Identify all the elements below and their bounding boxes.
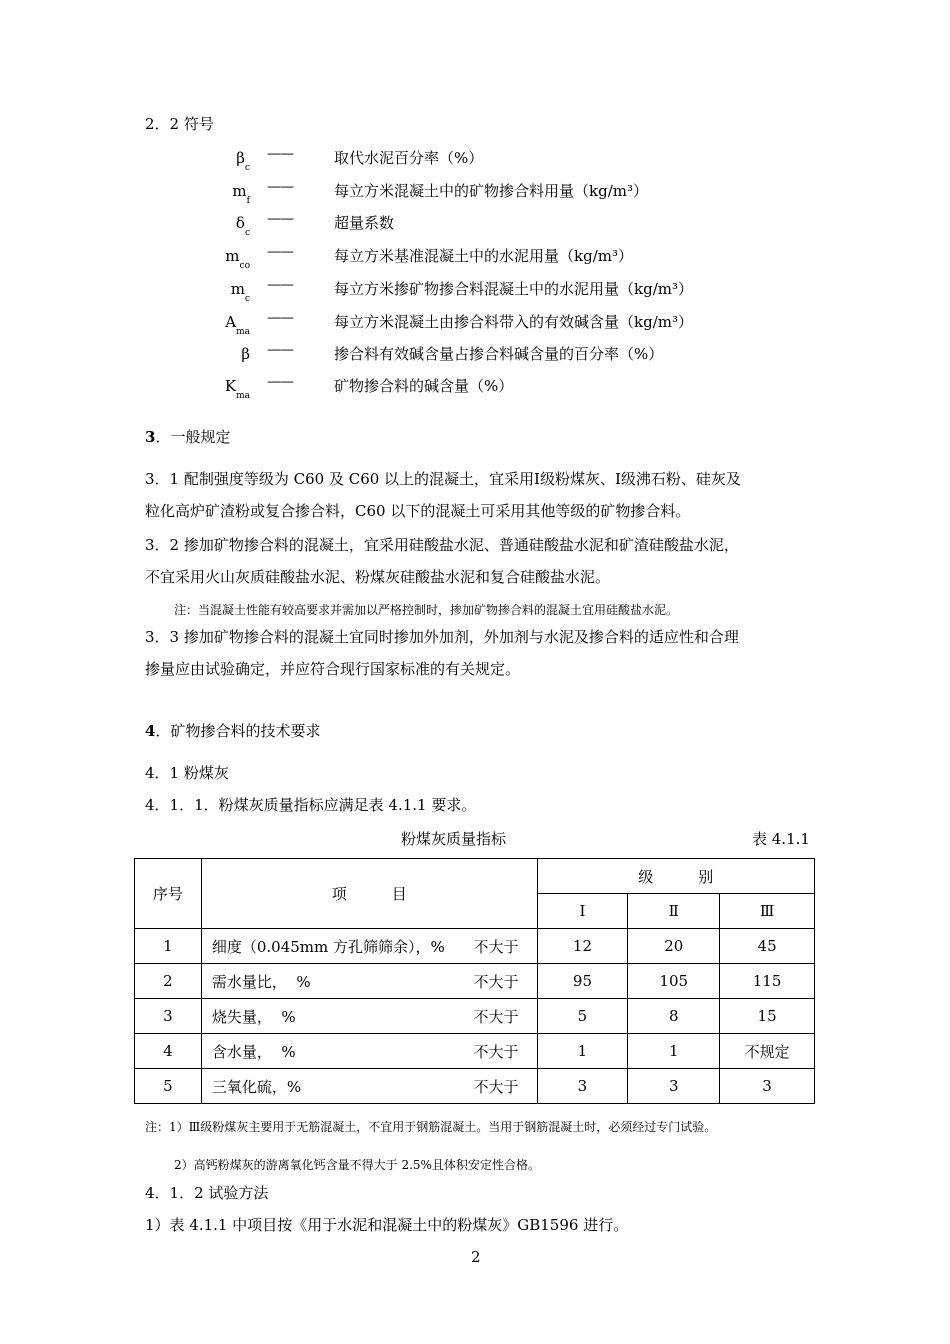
section-3-number: 3 bbox=[145, 428, 156, 446]
cell-item bbox=[201, 964, 537, 999]
cell-grade-value: 3 bbox=[720, 1069, 815, 1104]
table-row bbox=[135, 964, 815, 999]
header-grade-3: Ⅲ bbox=[720, 894, 815, 929]
symbol-dash: —— bbox=[267, 310, 293, 326]
section-2-2-heading: 2．2 符号 bbox=[145, 115, 214, 133]
cell-item bbox=[201, 929, 537, 964]
symbol-description: 每立方米混凝土中的矿物掺合料用量（kg/m³） bbox=[334, 182, 648, 200]
section-4-1-1-text: 4．1．1．粉煤灰质量指标应满足表 4.1.1 要求。 bbox=[145, 796, 477, 814]
symbol-subscript: c bbox=[244, 163, 250, 173]
symbol-subscript: f bbox=[246, 196, 250, 206]
table-note-2: 2）高钙粉煤灰的游离氧化钙含量不得大于 2.5%且体积安定性合格。 bbox=[174, 1158, 540, 1172]
symbol-term bbox=[140, 312, 250, 342]
symbol-dash: —— bbox=[267, 342, 293, 358]
cell-item bbox=[201, 999, 537, 1034]
symbol-subscript: c bbox=[244, 228, 250, 238]
section-4-1-2-heading: 4．1．2 试验方法 bbox=[145, 1184, 269, 1202]
table-row bbox=[135, 1034, 815, 1069]
cell-grade-value: 1 bbox=[628, 1034, 720, 1069]
header-grade-2: Ⅱ bbox=[628, 894, 720, 929]
table-caption: 粉煤灰质量指标 bbox=[401, 830, 507, 848]
symbol-subscript: ma bbox=[236, 391, 250, 401]
para-3-3-line-1: 3．3 掺加矿物掺合料的混凝土宜同时掺加外加剂，外加剂与水泥及掺合料的适应性和合理 bbox=[145, 628, 739, 646]
cell-item bbox=[201, 1069, 537, 1104]
symbol-letter: β bbox=[236, 149, 245, 167]
cell-item-name: 细度（0.045mm 方孔筛筛余），% bbox=[211, 937, 445, 956]
symbol-description: 每立方米基准混凝土中的水泥用量（kg/m³） bbox=[334, 247, 633, 265]
cell-limit: 不大于 bbox=[473, 1077, 519, 1096]
section-4-number: 4 bbox=[145, 722, 156, 740]
cell-limit: 不大于 bbox=[473, 937, 519, 956]
symbol-dash: —— bbox=[267, 211, 293, 227]
cell-item-name: 需水量比， % bbox=[211, 972, 311, 991]
cell-item-name: 含水量， % bbox=[211, 1042, 296, 1061]
cell-grade-value: 20 bbox=[628, 929, 720, 964]
symbol-description: 每立方米掺矿物掺合料混凝土中的水泥用量（kg/m³） bbox=[334, 280, 693, 298]
symbol-term bbox=[140, 148, 250, 178]
cell-grade-value: 15 bbox=[720, 999, 815, 1034]
cell-grade-value: 105 bbox=[628, 964, 720, 999]
symbol-letter: m bbox=[232, 182, 247, 200]
page-number: 2 bbox=[471, 1248, 481, 1266]
symbol-letter: m bbox=[225, 247, 240, 265]
table-row bbox=[135, 929, 815, 964]
cell-grade-value: 5 bbox=[537, 999, 628, 1034]
symbol-subscript: co bbox=[239, 261, 250, 271]
symbol-description: 超量系数 bbox=[334, 214, 395, 232]
para-3-2-line-2: 不宜采用火山灰质硅酸盐水泥、粉煤灰硅酸盐水泥和复合硅酸盐水泥。 bbox=[145, 568, 611, 586]
symbol-letter: m bbox=[230, 280, 245, 298]
symbol-term bbox=[140, 376, 250, 406]
cell-grade-value: 95 bbox=[537, 964, 628, 999]
symbol-dash: —— bbox=[267, 277, 293, 293]
symbol-term bbox=[140, 246, 250, 276]
table-row bbox=[135, 1069, 815, 1104]
symbol-description: 每立方米混凝土由掺合料带入的有效碱含量（kg/m³） bbox=[334, 313, 693, 331]
header-serial-no: 序号 bbox=[135, 859, 202, 929]
cell-serial-no: 1 bbox=[135, 929, 202, 964]
para-3-1-line-2: 粒化高炉矿渣粉或复合掺合料，C60 以下的混凝土可采用其他等级的矿物掺合料。 bbox=[145, 502, 691, 520]
cell-item-name: 烧失量， % bbox=[211, 1007, 296, 1026]
symbol-letter: β bbox=[241, 345, 250, 363]
header-grade: 级 别 bbox=[537, 859, 814, 894]
symbol-description: 掺合料有效碱含量占掺合料碱含量的百分率（%） bbox=[334, 345, 664, 363]
cell-serial-no: 5 bbox=[135, 1069, 202, 1104]
cell-limit: 不大于 bbox=[473, 972, 519, 991]
table-row bbox=[135, 999, 815, 1034]
symbol-dash: —— bbox=[267, 374, 293, 390]
symbol-letter: δ bbox=[235, 214, 245, 232]
symbol-term bbox=[140, 213, 250, 243]
symbol-dash: —— bbox=[267, 146, 293, 162]
cell-serial-no: 4 bbox=[135, 1034, 202, 1069]
table-number: 表 4.1.1 bbox=[752, 830, 810, 848]
symbol-letter: K bbox=[224, 377, 237, 395]
symbol-description: 矿物掺合料的碱含量（%） bbox=[334, 377, 514, 395]
section-4-heading bbox=[145, 721, 320, 741]
symbol-dash: —— bbox=[267, 244, 293, 260]
cell-limit: 不大于 bbox=[473, 1007, 519, 1026]
section-4-1-2-item-1: 1）表 4.1.1 中项目按《用于水泥和混凝土中的粉煤灰》GB1596 进行。 bbox=[145, 1216, 629, 1234]
cell-limit: 不大于 bbox=[473, 1042, 519, 1061]
table-body bbox=[135, 929, 815, 1104]
symbol-subscript: c bbox=[244, 294, 250, 304]
symbol-term bbox=[140, 344, 250, 374]
symbol-subscript: ma bbox=[236, 327, 250, 337]
header-item: 项 目 bbox=[201, 859, 537, 929]
cell-item-name: 三氧化硫，% bbox=[211, 1077, 302, 1096]
cell-grade-value: 不规定 bbox=[720, 1034, 815, 1069]
symbol-term bbox=[140, 279, 250, 309]
table-note-1: 注：1）Ⅲ级粉煤灰主要用于无筋混凝土，不宜用于钢筋混凝土。当用于钢筋混凝土时，必须经过专门试验。 bbox=[145, 1120, 717, 1134]
symbol-term bbox=[140, 181, 250, 211]
cell-grade-value: 3 bbox=[628, 1069, 720, 1104]
header-grade-1: Ⅰ bbox=[537, 894, 628, 929]
cell-item bbox=[201, 1034, 537, 1069]
cell-serial-no: 3 bbox=[135, 999, 202, 1034]
note-3-2: 注：当混凝土性能有较高要求并需加以严格控制时，掺加矿物掺合料的混凝土宜用硅酸盐水泥。 bbox=[174, 603, 679, 617]
cell-grade-value: 115 bbox=[720, 964, 815, 999]
para-3-3-line-2: 掺量应由试验确定，并应符合现行国家标准的有关规定。 bbox=[145, 660, 521, 678]
cell-grade-value: 12 bbox=[537, 929, 628, 964]
cell-grade-value: 45 bbox=[720, 929, 815, 964]
cell-serial-no: 2 bbox=[135, 964, 202, 999]
para-3-1-line-1: 3．1 配制强度等级为 C60 及 C60 以上的混凝土，宜采用Ⅰ级粉煤灰、Ⅰ级沸石粉、硅灰及 bbox=[145, 470, 741, 488]
symbol-description: 取代水泥百分率（%） bbox=[334, 149, 484, 167]
section-4-1-heading: 4．1 粉煤灰 bbox=[145, 764, 229, 782]
cell-grade-value: 3 bbox=[537, 1069, 628, 1104]
symbol-letter: A bbox=[225, 313, 237, 331]
section-3-title: ．一般规定 bbox=[155, 428, 231, 446]
symbol-dash: —— bbox=[267, 179, 293, 195]
section-3-heading bbox=[145, 427, 230, 447]
para-3-2-line-1: 3．2 掺加矿物掺合料的混凝土，宜采用硅酸盐水泥、普通硅酸盐水泥和矿渣硅酸盐水泥， bbox=[145, 536, 739, 554]
cell-grade-value: 8 bbox=[628, 999, 720, 1034]
section-4-title: ．矿物掺合料的技术要求 bbox=[155, 722, 321, 740]
cell-grade-value: 1 bbox=[537, 1034, 628, 1069]
fly-ash-quality-table bbox=[134, 858, 815, 1104]
